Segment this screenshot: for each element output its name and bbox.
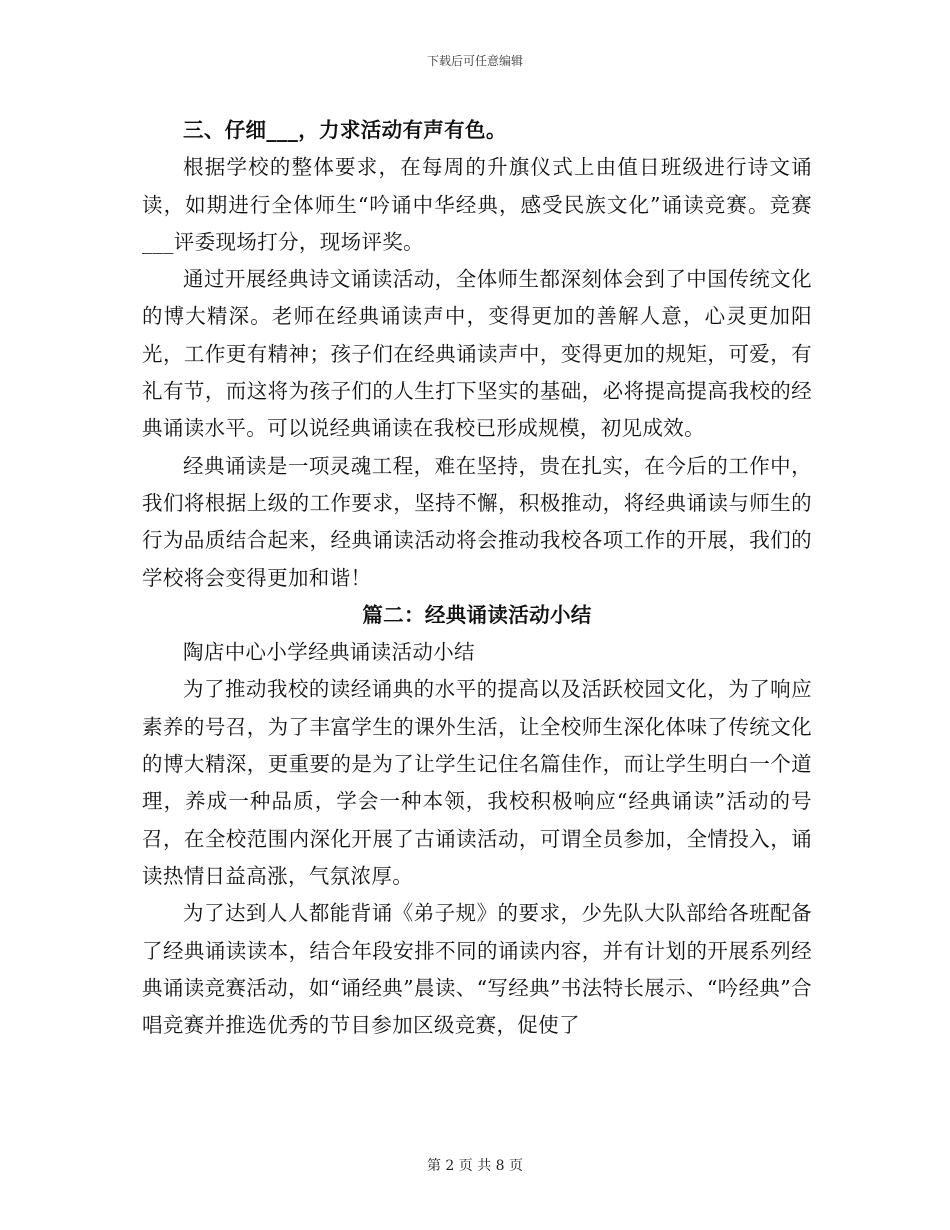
paragraph-activities: 为了达到人人都能背诵《弟子规》的要求，少先队大队部给各班配备了经典诵读读本，结合年段安排不同的诵读内容，并有计划的开展系列经典诵读竞赛活动，如“诵经典”晨读、“写经典”书法特长展示、“吟经典”合唱竞赛并推选优秀的节目参加区级竞赛，促使了 (142, 901, 812, 1038)
page-header-note: 下载后可任意编辑 (426, 54, 523, 68)
document-body (142, 112, 812, 1044)
article-title: 篇二：经典诵读活动小结 (362, 602, 592, 627)
paragraph-ceremony: 根据学校的整体要求，在每周的升旗仪式上由值日班级进行诗文诵读，如期进行全体师生“吟诵中华经典，感受民族文化”诵读竞赛。竞赛___评委现场打分，现场评奖。 (142, 155, 812, 254)
page-number: 第 2 页 共 8 页 (426, 1158, 524, 1174)
paragraph-results: 通过开展经典诗文诵读活动，全体师生都深刻体会到了中国传统文化的博大精深。老师在经典诵读声中，变得更加的善解人意，心灵更加阳光，工作更有精神；孩子们在经典诵读声中，变得更加的规矩，可爱，有礼有节，而这将为孩子们的人生打下坚实的基础，必将提高提高我校的经典诵读水平。可以说经典诵读在我校已形成规模，初见成效。 (142, 267, 812, 441)
section-heading: 三、仔细___，力求活动有声有色。 (183, 118, 507, 142)
paragraph-future-work: 经典诵读是一项灵魂工程，难在坚持，贵在扎实，在今后的工作中，我们将根据上级的工作要求，坚持不懈，积极推动，将经典诵读与师生的行为品质结合起来，经典诵读活动将会推动我校各项工作的开展，我们的学校将会变得更加和谐！ (142, 453, 812, 590)
article-subtitle: 陶店中心小学经典诵读活动小结 (183, 640, 475, 665)
paragraph-purpose: 为了推动我校的读经诵典的水平的提高以及活跃校园文化，为了响应素养的号召，为了丰富学生的课外生活，让全校师生深化体味了传统文化的博大精深，更重要的是为了让学生记住名篇佳作，而让学生明白一个道理，养成一种品质，学会一种本领，我校积极响应“经典诵读”活动的号召，在全校范围内深化开展了古诵读活动，可谓全员参加，全情投入，诵读热情日益高涨，气氛浓厚。 (142, 677, 812, 888)
